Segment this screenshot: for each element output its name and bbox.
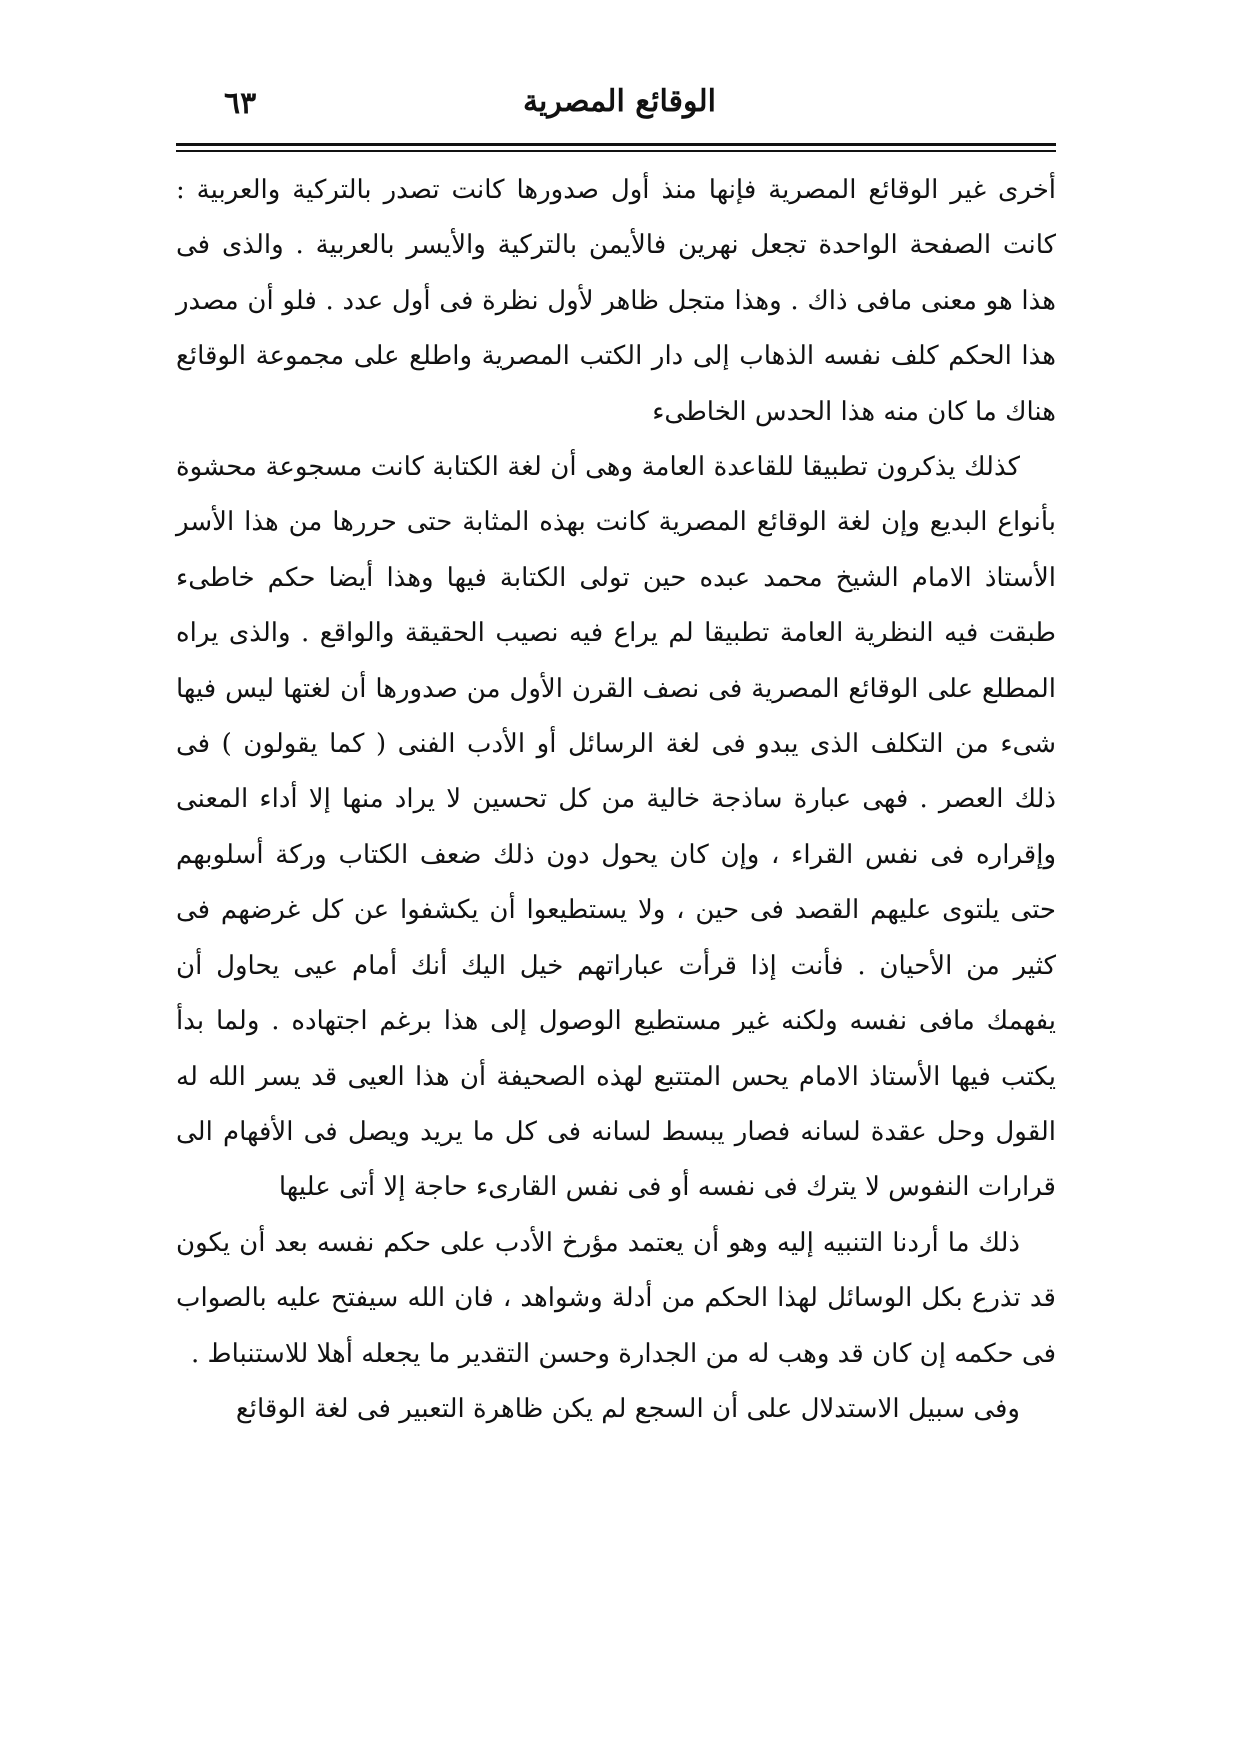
- header-rule-secondary: [176, 150, 1056, 152]
- paragraph: وفى سبيل الاستدلال على أن السجع لم يكن ظاهرة التعبير فى لغة الوقائع: [235, 1393, 1020, 1424]
- header-rule: [176, 143, 1056, 146]
- page-number: ٦٣: [224, 86, 257, 121]
- running-title: الوقائع المصرية: [522, 84, 716, 119]
- paragraph: أخرى غير الوقائع المصرية فإنها منذ أول صدورها كانت تصدر بالتركية والعربية : كانت الصفحة الواحدة تجعل نهرين فالأيمن بالتركية والأيسر بالعربية . والذى فى هذا هو معنى مافى ذاك . وهذا متجل ظاهر لأول نظرة فى أول عدد . فلو أن مصدر هذا الحكم كلف نفسه الذهاب إلى دار الكتب المصرية واطلع على مجموعة الوقائع هناك ما كان منه هذا الحدس الخاطىء: [176, 175, 1056, 427]
- page-header: [176, 78, 1056, 148]
- paragraph: كذلك يذكرون تطبيقا للقاعدة العامة وهى أن لغة الكتابة كانت مسجوعة محشوة بأنواع البديع وإن لغة الوقائع المصرية كانت بهذه المثابة حتى حررها من هذا الأسر الأستاذ الامام الشيخ محمد عبده حين تولى الكتابة فيها وهذا أيضا حكم خاطىء طبقت فيه النظرية العامة تطبيقا لم يراع فيه نصيب الحقيقة والواقع . والذى يراه المطلع على الوقائع المصرية فى نصف القرن الأول من صدورها أن لغتها ليس فيها شىء من التكلف الذى يبدو فى لغة الرسائل أو الأدب الفنى ( كما يقولون ) فى ذلك العصر . فهى عبارة ساذجة خالية من كل تحسين لا يراد منها إلا أداء المعنى وإقراره فى نفس القراء ، وإن كان يحول دون ذلك ضعف الكتاب وركة أسلوبهم حتى يلتوى عليهم القصد فى حين ، ولا يستطيعوا أن يكشفوا عن كل غرضهم فى كثير من الأحيان . فأنت إذا قرأت عباراتهم خيل اليك أنك أمام عيى يحاول أن يفهمك مافى نفسه ولكنه غير مستطيع الوصول إلى هذا برغم اجتهاده . ولما بدأ يكتب فيها الأستاذ الامام يحس المتتبع لهذه الصحيفة أن هذا العيى قد يسر الله له القول وحل عقدة لسانه فصار يبسط لسانه فى كل ما يريد ويصل فى الأفهام الى قرارات النفوس لا يترك فى نفسه أو فى نفس القارىء حاجة إلا أتى عليها: [176, 452, 1057, 1203]
- body-text: [176, 163, 1056, 1437]
- paragraph: ذلك ما أردنا التنبيه إليه وهو أن يعتمد مؤرخ الأدب على حكم نفسه بعد أن يكون قد تذرع بكل الوسائل لهذا الحكم من أدلة وشواهد ، فان الله سيفتح عليه بالصواب فى حكمه إن كان قد وهب له من الجدارة وحسن التقدير ما يجعله أهلا للاستنباط .: [176, 1227, 1056, 1369]
